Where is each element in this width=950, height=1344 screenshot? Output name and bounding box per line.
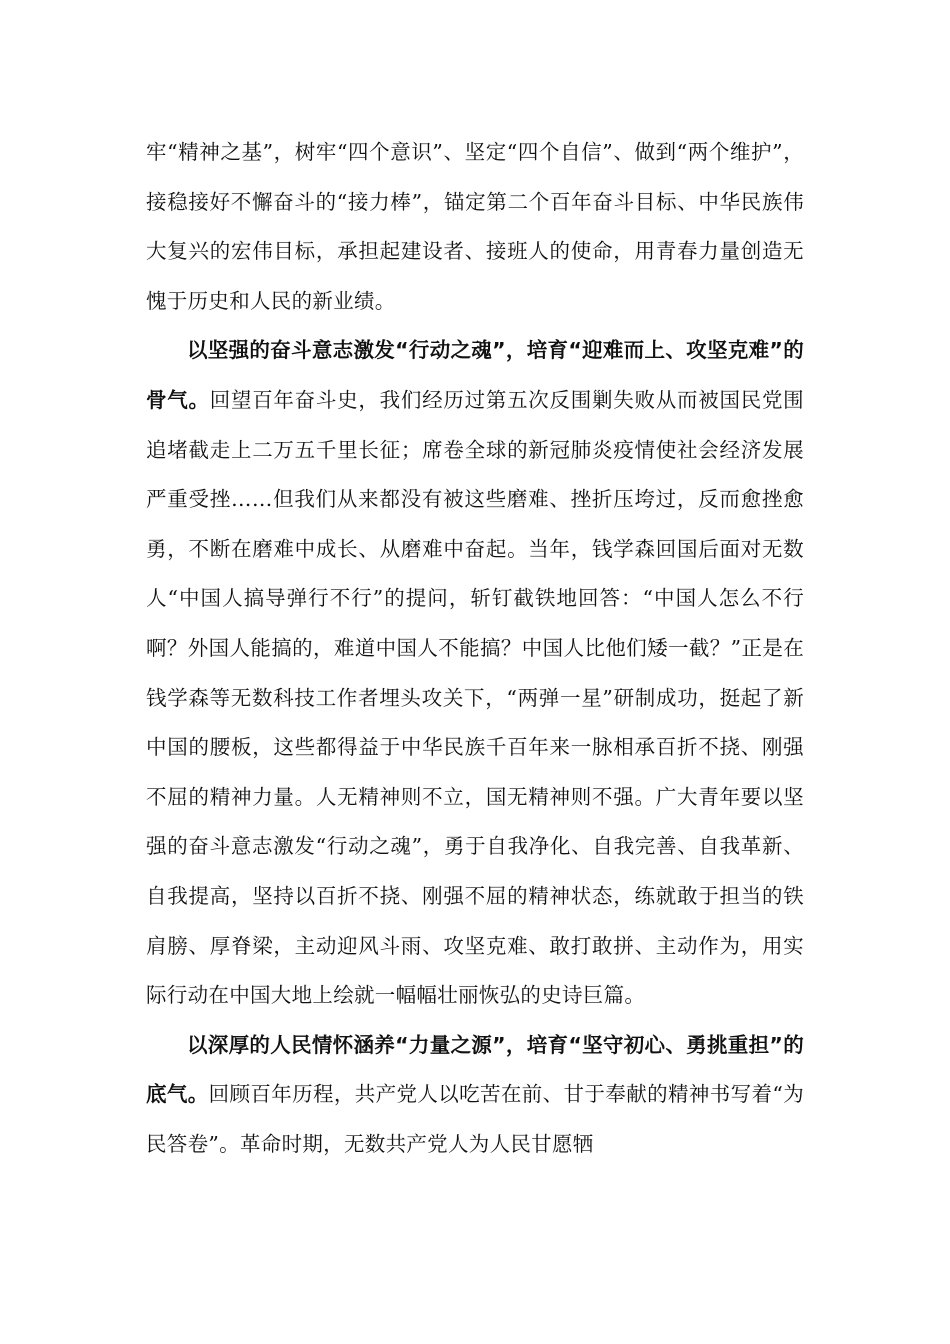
paragraph-lead-heading: 以坚强的奋斗意志激发“行动之魂”，培育“迎难而上、攻坚克难”的骨气。 (146, 338, 804, 412)
paragraph-continuation (146, 128, 804, 326)
document-body (146, 128, 804, 1169)
paragraph-struggle-will (146, 326, 804, 1020)
paragraph-people-feelings (146, 1021, 804, 1170)
paragraph-lead-heading: 以深厚的人民情怀涵养“力量之源”，培育“坚守初心、勇挑重担”的底气。 (146, 1032, 804, 1107)
paragraph-text: 回顾百年历程，共产党人以吃苦在前、甘于奉献的精神书写着“为民答卷”。革命时期，无数共产党人为人民甘愿牺 (146, 1082, 804, 1156)
paragraph-text: 牢“精神之基”，树牢“四个意识”、坚定“四个自信”、做到“两个维护”，接稳接好不懈奋斗的“接力棒”，锚定第二个百年奋斗目标、中华民族伟大复兴的宏伟目标，承担起建设者、接班人的使命，用青春力量创造无愧于历史和人民的新业绩。 (146, 140, 804, 313)
paragraph-text: 回望百年奋斗史，我们经历过第五次反围剿失败从而被国民党围追堵截走上二万五千里长征；席卷全球的新冠肺炎疫情使社会经济发展严重受挫……但我们从来都没有被这些磨难、挫折压垮过，反而愈挫愈勇，不断在磨难中成长、从磨难中奋起。当年，钱学森回国后面对无数人“中国人搞导弹行不行”的提问，斩钉截铁地回答：“中国人怎么不行啊？外国人能搞的，难道中国人不能搞？中国人比他们矮一截？”正是在钱学森等无数科技工作者埋头攻关下，“两弹一星”研制成功，挺起了新中国的腰板，这些都得益于中华民族千百年来一脉相承百折不挠、刚强不屈的精神力量。人无精神则不立，国无精神则不强。广大青年要以坚强的奋斗意志激发“行动之魂”，勇于自我净化、自我完善、自我革新、自我提高，坚持以百折不挠、刚强不屈的精神状态，练就敢于担当的铁肩膀、厚脊梁，主动迎风斗雨、攻坚克难、敢打敢拼、主动作为，用实际行动在中国大地上绘就一幅幅壮丽恢弘的史诗巨篇。 (146, 387, 804, 1008)
